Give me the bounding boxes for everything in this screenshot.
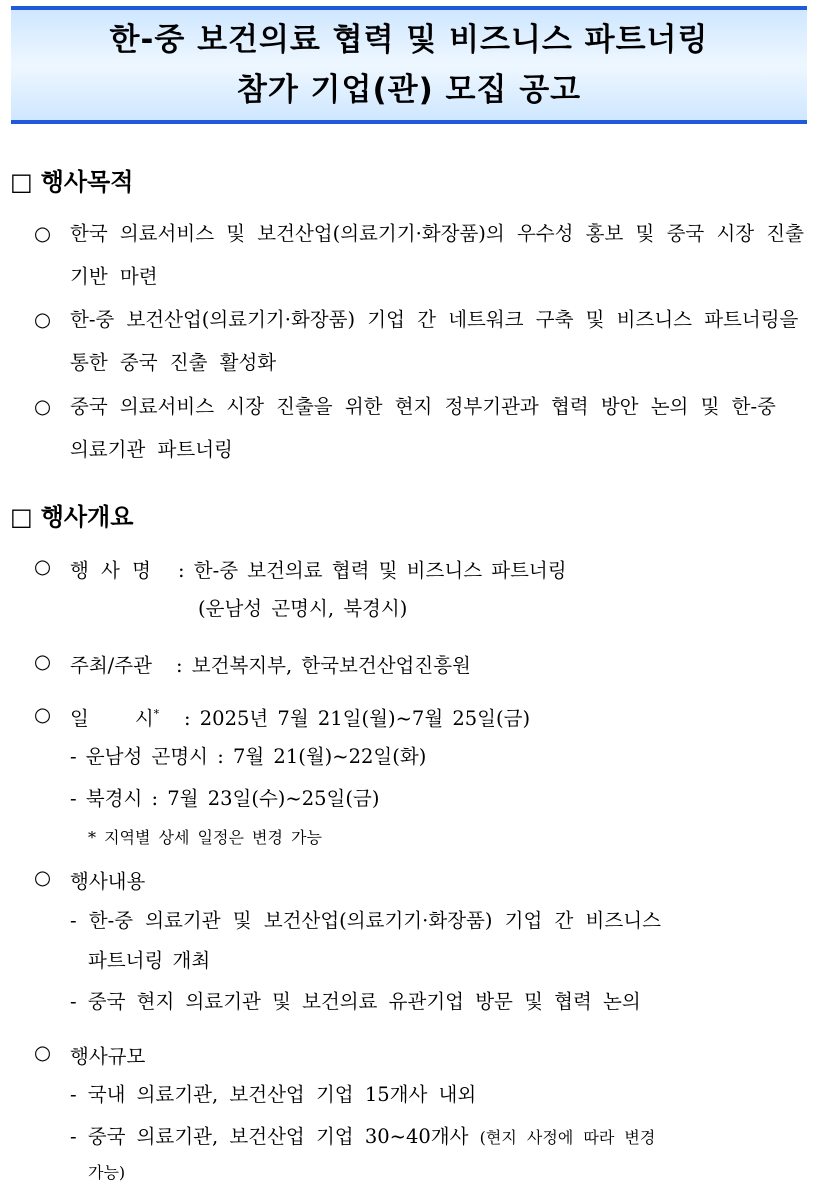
host-row [34, 650, 51, 673]
scale-line-text: - 중국 의료기관, 보건산업 기업 30~40개사 [70, 1125, 469, 1148]
content-line: - 중국 현지 의료기관 및 보건의료 유관기업 방문 및 협력 논의 [70, 990, 641, 1013]
host-value: : 보건복지부, 한국보건산업진흥원 [176, 654, 471, 677]
event-name-row [34, 555, 51, 578]
event-name-value: : 한-중 보건의료 협력 및 비즈니스 파트너링 [178, 559, 567, 582]
content-row [34, 866, 51, 889]
circle-bullet-icon: ○ [34, 703, 52, 726]
scale-line-cont: 가능) [88, 1163, 126, 1182]
purpose-item [34, 385, 804, 471]
scale-line: - 국내 의료기관, 보건산업 기업 15개사 내외 [70, 1083, 477, 1106]
content-label: 행사내용 [70, 870, 146, 893]
content-line: - 한-중 의료기관 및 보건산업(의료기기·화장품) 기업 간 비즈니스 [70, 909, 661, 932]
purpose-item [34, 212, 804, 298]
event-name-sub: (운남성 곤명시, 북경시) [198, 597, 408, 620]
date-detail: - 북경시 : 7월 23일(수)~25일(금) [70, 787, 380, 810]
date-label [70, 703, 159, 731]
title-line-1: 한-중 보건의료 협력 및 비즈니스 파트너링 [109, 22, 709, 58]
purpose-item-text: 한-중 보건산업(의료기기·화장품) 기업 간 네트워크 구축 및 비즈니스 파트너링을 통한 중국 진출 활성화 [70, 308, 799, 374]
circle-bullet-icon: ○ [34, 650, 52, 673]
date-note: * 지역별 상세 일정은 변경 가능 [88, 828, 322, 847]
circle-bullet-icon: ○ [34, 395, 52, 418]
section-heading-text: 행사개요 [40, 503, 134, 531]
event-name-label: 행 사 명 [70, 559, 151, 582]
checkbox-square-icon: □ [10, 168, 33, 196]
date-label-text: 일 시 [70, 707, 154, 730]
circle-bullet-icon: ○ [34, 866, 52, 889]
circle-bullet-icon: ○ [34, 308, 52, 331]
checkbox-square-icon: □ [10, 503, 33, 531]
title-banner [11, 6, 807, 124]
purpose-item-text: 중국 의료서비스 시장 진출을 위한 현지 정부기관과 협력 방안 논의 및 한-중 의료기관 파트너링 [70, 395, 776, 461]
purpose-item-text: 한국 의료서비스 및 보건산업(의료기기·화장품)의 우수성 홍보 및 중국 시장 진출 기반 마련 [70, 222, 804, 288]
host-label: 주최/주관 [70, 654, 152, 677]
date-detail: - 운남성 곤명시 : 7월 21(월)~22일(화) [70, 745, 427, 768]
scale-row [34, 1041, 51, 1064]
scale-line-note: (현지 사정에 따라 변경 [479, 1128, 656, 1147]
title-line-2: 참가 기업(관) 모집 공고 [236, 72, 582, 108]
scale-line [70, 1121, 655, 1149]
date-row [34, 703, 51, 726]
circle-bullet-icon: ○ [34, 222, 52, 245]
scale-label: 행사규모 [70, 1045, 146, 1068]
section-heading-text: 행사목적 [40, 168, 134, 196]
date-value: : 2025년 7월 21일(월)~7월 25일(금) [184, 707, 531, 730]
date-footnote-star: * [153, 707, 160, 721]
content-line-cont: 파트너링 개최 [88, 949, 211, 972]
purpose-item [34, 298, 804, 384]
section-heading-purpose [10, 162, 133, 197]
circle-bullet-icon: ○ [34, 1041, 52, 1064]
section-heading-overview [10, 497, 133, 532]
circle-bullet-icon: ○ [34, 555, 52, 578]
